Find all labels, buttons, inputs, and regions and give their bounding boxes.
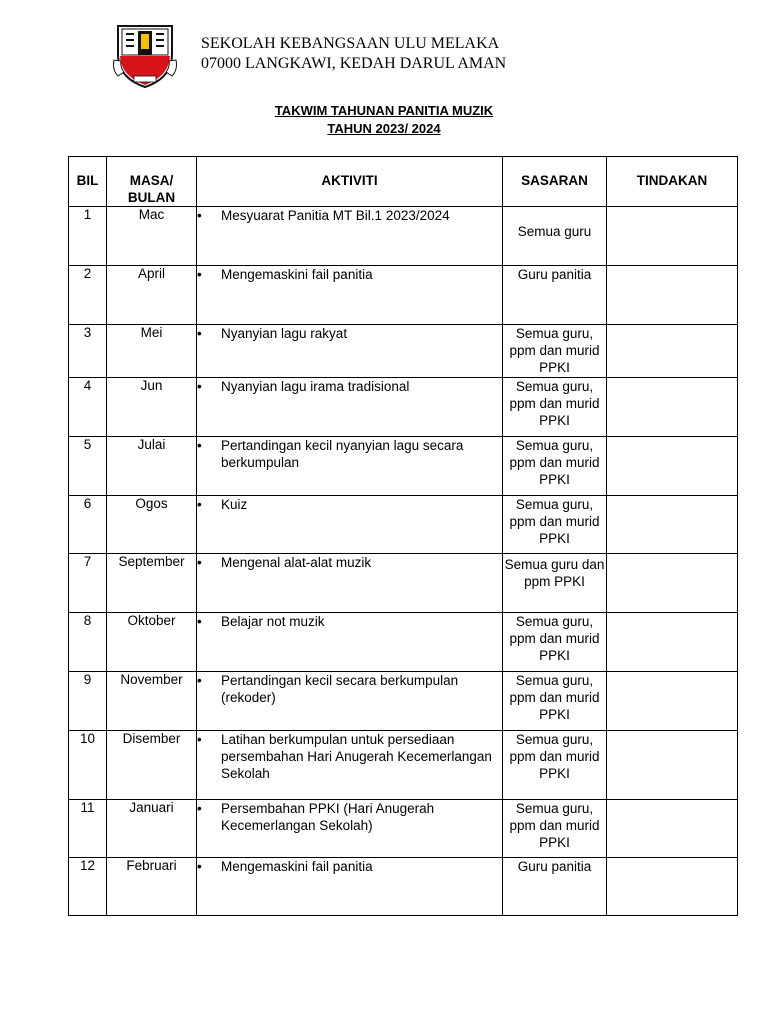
cell-bil: 7 [69, 554, 107, 613]
col-header-bil: BIL [69, 157, 107, 207]
cell-bil: 2 [69, 266, 107, 325]
cell-aktiviti: • Belajar not muzik [197, 613, 503, 672]
cell-bulan: Disember [107, 731, 197, 800]
school-name: SEKOLAH KEBANGSAAN ULU MELAKA [201, 35, 500, 52]
table-row [69, 266, 738, 325]
table-header-row [69, 157, 738, 207]
cell-bulan: April [107, 266, 197, 325]
cell-tindakan [607, 613, 738, 672]
cell-tindakan [607, 554, 738, 613]
takwim-table [68, 156, 738, 916]
cell-sasaran: Semua guru, ppm dan murid PPKI [503, 613, 607, 672]
col-header-aktiviti: AKTIVITI [197, 157, 503, 207]
cell-bil: 3 [69, 325, 107, 378]
cell-sasaran: Guru panitia [503, 858, 607, 916]
cell-sasaran: Semua guru dan ppm PPKI [503, 554, 607, 613]
cell-bulan: Januari [107, 800, 197, 858]
cell-bulan: Mac [107, 207, 197, 266]
aktiviti-text: Mengemaskini fail panitia [221, 859, 373, 874]
col-header-tindakan: TINDAKAN [607, 157, 738, 207]
cell-sasaran: Semua guru, ppm dan murid PPKI [503, 325, 607, 378]
aktiviti-text: Mengenal alat-alat muzik [221, 555, 372, 570]
aktiviti-text: Kuiz [221, 497, 248, 512]
table-row [69, 378, 738, 437]
cell-bil: 8 [69, 613, 107, 672]
table-row [69, 858, 738, 916]
table-row [69, 496, 738, 554]
cell-aktiviti: • Pertandingan kecil secara berkumpulan (rekoder) [197, 672, 503, 731]
cell-tindakan [607, 858, 738, 916]
cell-tindakan [607, 266, 738, 325]
school-header [201, 34, 506, 74]
cell-sasaran: Semua guru, ppm dan murid PPKI [503, 437, 607, 496]
table-row [69, 731, 738, 800]
aktiviti-text: Mesyuarat Panitia MT Bil.1 2023/2024 [221, 208, 450, 223]
cell-aktiviti: • Mengenal alat-alat muzik [197, 554, 503, 613]
col-header-masa-bulan: MASA/ BULAN [107, 157, 197, 207]
cell-aktiviti: • Mengemaskini fail panitia [197, 266, 503, 325]
cell-bulan: Julai [107, 437, 197, 496]
aktiviti-text: Latihan berkumpulan untuk persediaan persembahan Hari Anugerah Kecemerlangan Sekolah [221, 732, 492, 781]
aktiviti-text: Pertandingan kecil nyanyian lagu secara berkumpulan [221, 438, 464, 470]
table-row [69, 800, 738, 858]
cell-sasaran: Semua guru, ppm dan murid PPKI [503, 731, 607, 800]
aktiviti-text: Nyanyian lagu rakyat [221, 326, 348, 341]
cell-aktiviti: • Latihan berkumpulan untuk persediaan persembahan Hari Anugerah Kecemerlangan Sekolah [197, 731, 503, 800]
school-address: 07000 LANGKAWI, KEDAH DARUL AMAN [201, 55, 507, 72]
aktiviti-text: Belajar not muzik [221, 614, 325, 629]
cell-bulan: Oktober [107, 613, 197, 672]
table-row [69, 672, 738, 731]
cell-tindakan [607, 800, 738, 858]
school-crest-icon [112, 20, 178, 90]
cell-bil: 4 [69, 378, 107, 437]
cell-bulan: Ogos [107, 496, 197, 554]
cell-tindakan [607, 731, 738, 800]
cell-bil: 9 [69, 672, 107, 731]
cell-tindakan [607, 325, 738, 378]
cell-aktiviti: • Pertandingan kecil nyanyian lagu secara berkumpulan [197, 437, 503, 496]
table-row [69, 325, 738, 378]
table-row [69, 437, 738, 496]
cell-tindakan [607, 207, 738, 266]
aktiviti-text: Pertandingan kecil secara berkumpulan (rekoder) [221, 673, 459, 705]
cell-bil: 12 [69, 858, 107, 916]
cell-aktiviti: • Mesyuarat Panitia MT Bil.1 2023/2024 [197, 207, 503, 266]
aktiviti-text: Persembahan PPKI (Hari Anugerah Kecemerlangan Sekolah) [221, 801, 435, 833]
cell-aktiviti: • Nyanyian lagu irama tradisional [197, 378, 503, 437]
cell-sasaran: Semua guru, ppm dan murid PPKI [503, 672, 607, 731]
cell-bulan: Mei [107, 325, 197, 378]
table-row [69, 554, 738, 613]
cell-bil: 6 [69, 496, 107, 554]
cell-sasaran: Guru panitia [503, 266, 607, 325]
cell-tindakan [607, 496, 738, 554]
cell-bil: 1 [69, 207, 107, 266]
aktiviti-text: Nyanyian lagu irama tradisional [221, 379, 410, 394]
cell-bulan: Jun [107, 378, 197, 437]
document-title: TAKWIM TAHUNAN PANITIA MUZIK [274, 103, 494, 118]
cell-bulan: September [107, 554, 197, 613]
cell-aktiviti: • Mengemaskini fail panitia [197, 858, 503, 916]
cell-tindakan [607, 672, 738, 731]
cell-aktiviti: • Nyanyian lagu rakyat [197, 325, 503, 378]
cell-bil: 11 [69, 800, 107, 858]
table-row [69, 613, 738, 672]
cell-bil: 5 [69, 437, 107, 496]
cell-bulan: November [107, 672, 197, 731]
cell-sasaran: Semua guru [503, 207, 607, 266]
cell-tindakan [607, 437, 738, 496]
cell-aktiviti: • Kuiz [197, 496, 503, 554]
col-header-sasaran: SASARAN [503, 157, 607, 207]
document-year: TAHUN 2023/ 2024 [327, 121, 441, 136]
aktiviti-text: Mengemaskini fail panitia [221, 267, 373, 282]
cell-bil: 10 [69, 731, 107, 800]
cell-sasaran: Semua guru, ppm dan murid PPKI [503, 800, 607, 858]
cell-sasaran: Semua guru, ppm dan murid PPKI [503, 378, 607, 437]
cell-tindakan [607, 378, 738, 437]
table-row [69, 207, 738, 266]
cell-bulan: Februari [107, 858, 197, 916]
cell-sasaran: Semua guru, ppm dan murid PPKI [503, 496, 607, 554]
cell-aktiviti: • Persembahan PPKI (Hari Anugerah Kecemerlangan Sekolah) [197, 800, 503, 858]
